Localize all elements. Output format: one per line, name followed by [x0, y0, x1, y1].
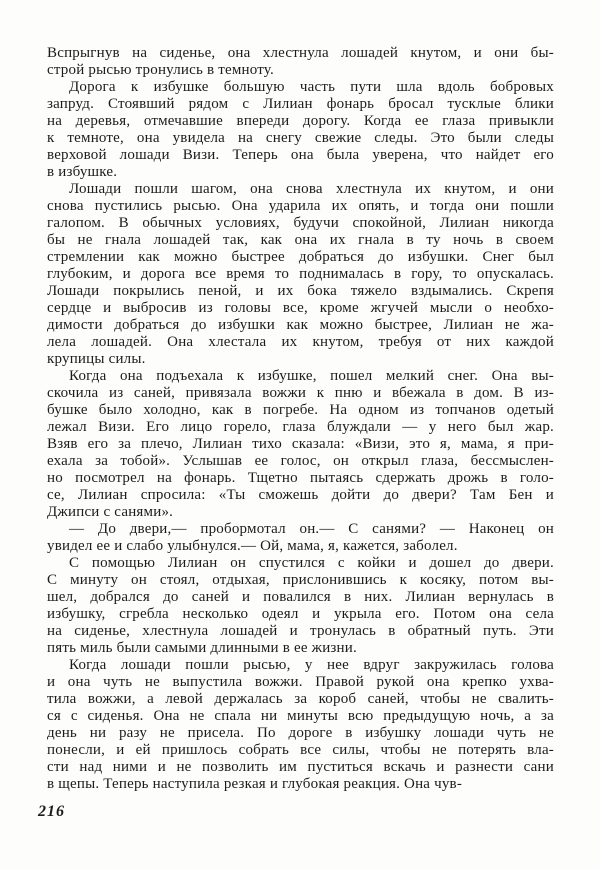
text-line: ся с сиденья. Она не спала ни минуты всю предыдущую ночь, а за: [47, 708, 554, 724]
text-line: лела лошадей. Она хлестала их кнутом, требуя от них каждой: [47, 334, 554, 350]
text-line: тила вожжи, а левой держалась за короб саней, чтобы не свалить-: [47, 691, 554, 707]
text-line: избушку, сгребла несколько одеял и укрыла его. Потом она села: [47, 606, 554, 622]
text-line: Вспрыгнув на сиденье, она хлестнула лошадей кнутом, и они бы-: [47, 45, 554, 61]
text-line: сти над ними и не позволить им пуститься вскачь и разнести сани: [47, 759, 554, 775]
text-line: Лошади пошли шагом, она снова хлестнула их кнутом, и они: [69, 181, 554, 197]
page-number: 216: [38, 803, 65, 820]
text-line: и она чуть не выпустила вожжи. Правой рукой она крепко ухва-: [47, 674, 554, 690]
text-line: крупицы силы.: [47, 351, 146, 367]
paragraph: [47, 555, 554, 657]
text-line: Когда она подъехала к избушке, пошел мелкий снег. Она вы-: [69, 368, 554, 384]
text-line: пять миль были самыми длинными в ее жизни.: [47, 640, 357, 656]
text-line: понесли, и ей пришлось собрать все силы, чтобы не потерять вла-: [47, 742, 554, 758]
text-line: Джипси с санями».: [47, 504, 174, 520]
text-line: галопом. В обычных условиях, будучи спокойной, Лилиан никогда: [47, 215, 554, 231]
text-line: бы не гнала лошадей так, как она их гнала в ту ночь в своем: [47, 232, 554, 248]
paragraph: [47, 181, 554, 368]
text-line: верховой лошади Визи. Теперь она была уверена, что найдет его: [47, 147, 554, 163]
text-line: день ни разу не присела. По дороге в избушку лошади чуть не: [47, 725, 554, 741]
text-line: се, Лилиан спросила: «Ты сможешь дойти до двери? Там Бен и: [47, 487, 554, 503]
paragraph: [47, 79, 554, 181]
text-line: но посмотрел на фонарь. Тщетно пытаясь сдержать дрожь в голо-: [47, 470, 554, 486]
text-line: строй рысью тронулись в темноту.: [47, 62, 274, 78]
text-line: димости добраться до избушки как можно быстрее, Лилиан не жа-: [47, 317, 554, 333]
text-line: на деревья, отмечавшие впереди дорогу. Когда ее глаза привыкли: [47, 113, 554, 129]
text-line: глубоким, и дорога все время то поднималась в гору, то опускалась.: [47, 266, 554, 282]
text-line: стремлении как можно быстрее добраться до избушки. Снег был: [47, 249, 554, 265]
text-line: Взяв его за плечо, Лилиан тихо сказала: «Визи, это я, мама, я при-: [47, 436, 554, 452]
text-line: шел, добрался до саней и повалился в них. Лилиан вернулась в: [47, 589, 554, 605]
text-line: лежал Визи. Его лицо горело, глаза блуждали — у него был жар.: [47, 419, 554, 435]
paragraph: [47, 368, 554, 521]
text-line: Когда лошади пошли рысью, у нее вдруг закружилась голова: [69, 657, 554, 673]
paragraph: [47, 657, 554, 793]
text-block: [47, 45, 554, 793]
text-line: в избушке.: [47, 164, 118, 180]
text-line: бушке было холодно, как в погребе. На одном из топчанов одетый: [47, 402, 554, 418]
text-line: С минуту он стоял, отдыхая, прислонившись к косяку, потом вы-: [47, 572, 554, 588]
text-line: Дорога к избушке большую часть пути шла вдоль бобровых: [69, 79, 554, 95]
paragraph: [47, 45, 554, 79]
text-line: на сиденье, хлестнула лошадей и тронулась в обратный путь. Эти: [47, 623, 554, 639]
text-line: — До двери,— пробормотал он.— С санями? — Наконец он: [69, 521, 554, 537]
text-line: Лошади покрылись пеной, и их бока тяжело вздымались. Скрепя: [47, 283, 554, 299]
text-line: к темноте, она увидела на снегу свежие следы. Это были следы: [47, 130, 554, 146]
text-line: сердце и выбросив из головы все, кроме жгучей мысли о необхо-: [47, 300, 554, 316]
text-line: С помощью Лилиан он спустился с койки и дошел до двери.: [69, 555, 554, 571]
text-line: снова пустились рысью. Она ударила их опять, и тогда они пошли: [47, 198, 554, 214]
paragraph: [47, 521, 554, 555]
text-line: ехала за тобой». Услышав ее голос, он открыл глаза, бессмыслен-: [47, 453, 554, 469]
text-line: запруд. Стоявший рядом с Лилиан фонарь бросал тусклые блики: [47, 96, 554, 112]
text-line: в щепы. Теперь наступила резкая и глубокая реакция. Она чув-: [47, 776, 463, 792]
text-line: увидел ее и слабо улыбнулся.— Ой, мама, я, кажется, заболел.: [47, 538, 458, 554]
text-line: скочила из саней, привязала вожжи к пню и вбежала в дом. В из-: [47, 385, 554, 401]
